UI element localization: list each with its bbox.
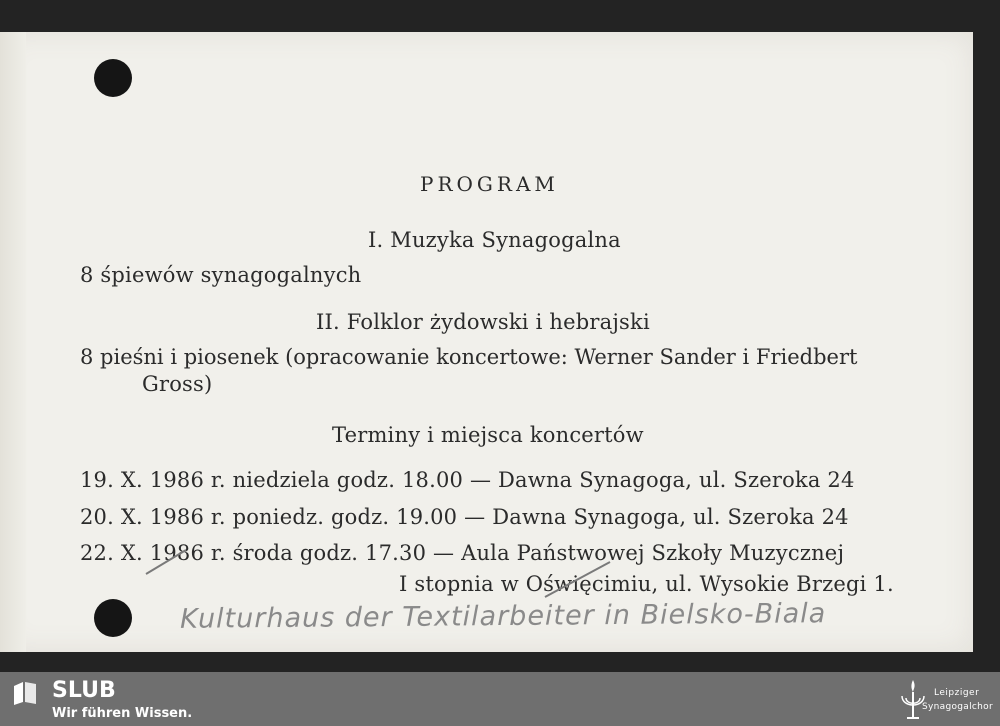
slub-book-icon <box>12 680 38 706</box>
slub-tagline: Wir führen Wissen. <box>52 706 193 721</box>
section-1-description: 8 śpiewów synagogalnych <box>80 263 362 287</box>
section-2-title: II. Folklor żydowski i hebrajski <box>316 310 650 334</box>
program-card <box>0 32 973 652</box>
concert-date-3: 22. X. 1986 r. środa godz. 17.30 — Aula Państwowej Szkoły Muzycznej <box>80 541 845 565</box>
pencil-strike-marks <box>0 32 973 652</box>
handwritten-note: Kulturhaus der Textilarbeiter in Bielsko-Biala <box>179 598 827 635</box>
partner-name-line-1: Leipziger <box>934 688 980 698</box>
partner-name-line-2: Synagogalchor <box>922 702 993 712</box>
menorah-icon <box>898 676 928 722</box>
section-1-title: I. Muzyka Synagogalna <box>368 228 621 252</box>
section-2-description-cont: Gross) <box>142 372 213 396</box>
dates-title: Terminy i miejsca koncertów <box>332 423 644 447</box>
concert-date-2: 20. X. 1986 r. poniedz. godz. 19.00 — Dawna Synagoga, ul. Szeroka 24 <box>80 505 849 529</box>
slub-name: SLUB <box>52 678 116 703</box>
footer-bar <box>0 672 1000 726</box>
program-heading: PROGRAM <box>420 172 559 196</box>
section-2-description: 8 pieśni i piosenek (opracowanie koncertowe: Werner Sander i Friedbert <box>80 345 858 369</box>
concert-date-3-cont: I stopnia w Oświęcimiu, ul. Wysokie Brzegi 1. <box>399 572 894 596</box>
concert-date-1: 19. X. 1986 r. niedziela godz. 18.00 — Dawna Synagoga, ul. Szeroka 24 <box>80 468 855 492</box>
